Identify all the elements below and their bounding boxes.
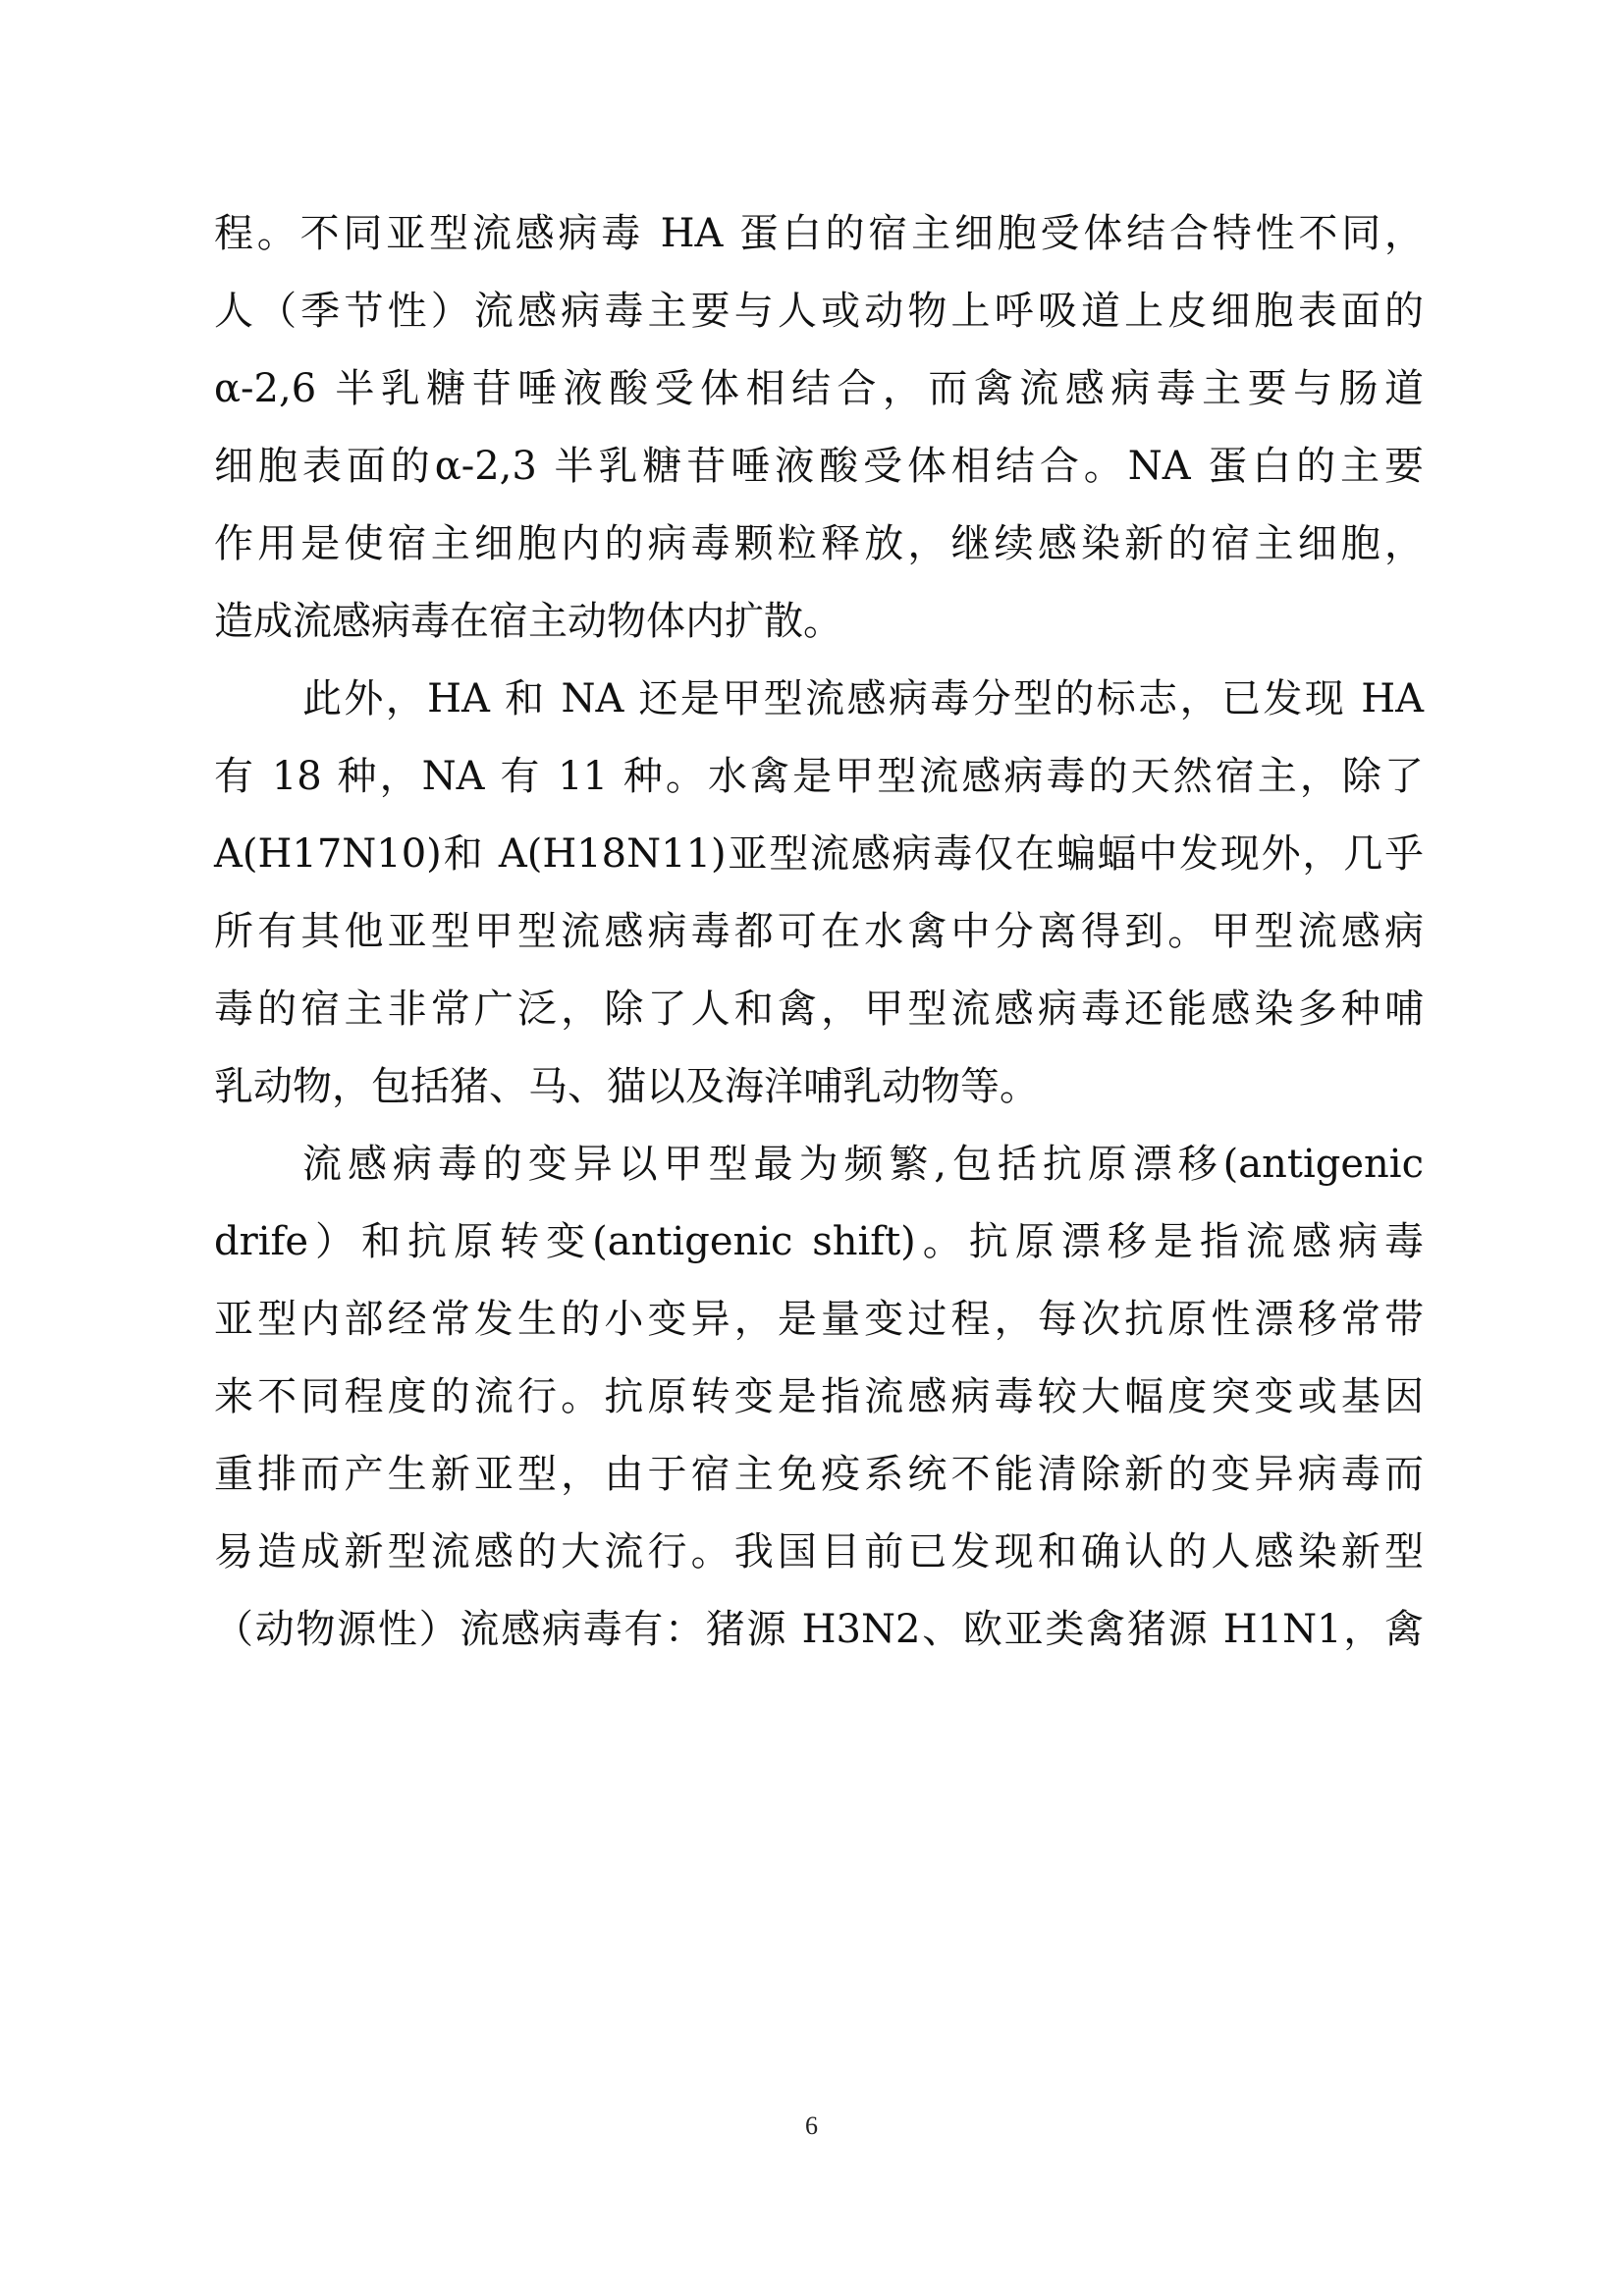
text-line: 亚型内部经常发生的小变异，是量变过程，每次抗原性漂移常带	[214, 1297, 1424, 1342]
text-line: drife）和抗原转变(antigenic shift)。抗原漂移是指流感病毒	[214, 1219, 1424, 1264]
text-line: 来不同程度的流行。抗原转变是指流感病毒较大幅度突变或基因	[214, 1374, 1424, 1419]
text-line: 程。不同亚型流感病毒 HA 蛋白的宿主细胞受体结合特性不同，	[214, 211, 1424, 256]
text-line: 毒的宿主非常广泛，除了人和禽，甲型流感病毒还能感染多种哺	[214, 987, 1424, 1032]
text-line: 所有其他亚型甲型流感病毒都可在水禽中分离得到。甲型流感病	[214, 909, 1424, 954]
text-line: 乳动物，包括猪、马、猫以及海洋哺乳动物等。	[214, 1064, 1039, 1109]
page-number: 6	[805, 2111, 818, 2140]
text-line: 人（季节性）流感病毒主要与人或动物上呼吸道上皮细胞表面的	[214, 289, 1424, 334]
text-line: 作用是使宿主细胞内的病毒颗粒释放，继续感染新的宿主细胞，	[214, 521, 1424, 566]
text-line: （动物源性）流感病毒有：猪源 H3N2、欧亚类禽猪源 H1N1，禽	[214, 1607, 1424, 1652]
text-line: 易造成新型流感的大流行。我国目前已发现和确认的人感染新型	[214, 1529, 1424, 1575]
text-line: 细胞表面的α-2,3 半乳糖苷唾液酸受体相结合。NA 蛋白的主要	[214, 444, 1424, 489]
text-line: α-2,6 半乳糖苷唾液酸受体相结合，而禽流感病毒主要与肠道	[214, 366, 1424, 411]
paragraph-start-line: 此外，HA 和 NA 还是甲型流感病毒分型的标志，已发现 HA	[302, 676, 1424, 721]
text-line: 有 18 种，NA 有 11 种。水禽是甲型流感病毒的天然宿主，除了	[214, 754, 1424, 799]
paragraph-start-line: 流感病毒的变异以甲型最为频繁,包括抗原漂移(antigenic	[302, 1142, 1424, 1187]
text-line: 重排而产生新亚型，由于宿主免疫系统不能清除新的变异病毒而	[214, 1452, 1424, 1497]
text-line: A(H17N10)和 A(H18N11)亚型流感病毒仅在蝙蝠中发现外，几乎	[214, 831, 1424, 877]
text-line: 造成流感病毒在宿主动物体内扩散。	[214, 599, 842, 644]
